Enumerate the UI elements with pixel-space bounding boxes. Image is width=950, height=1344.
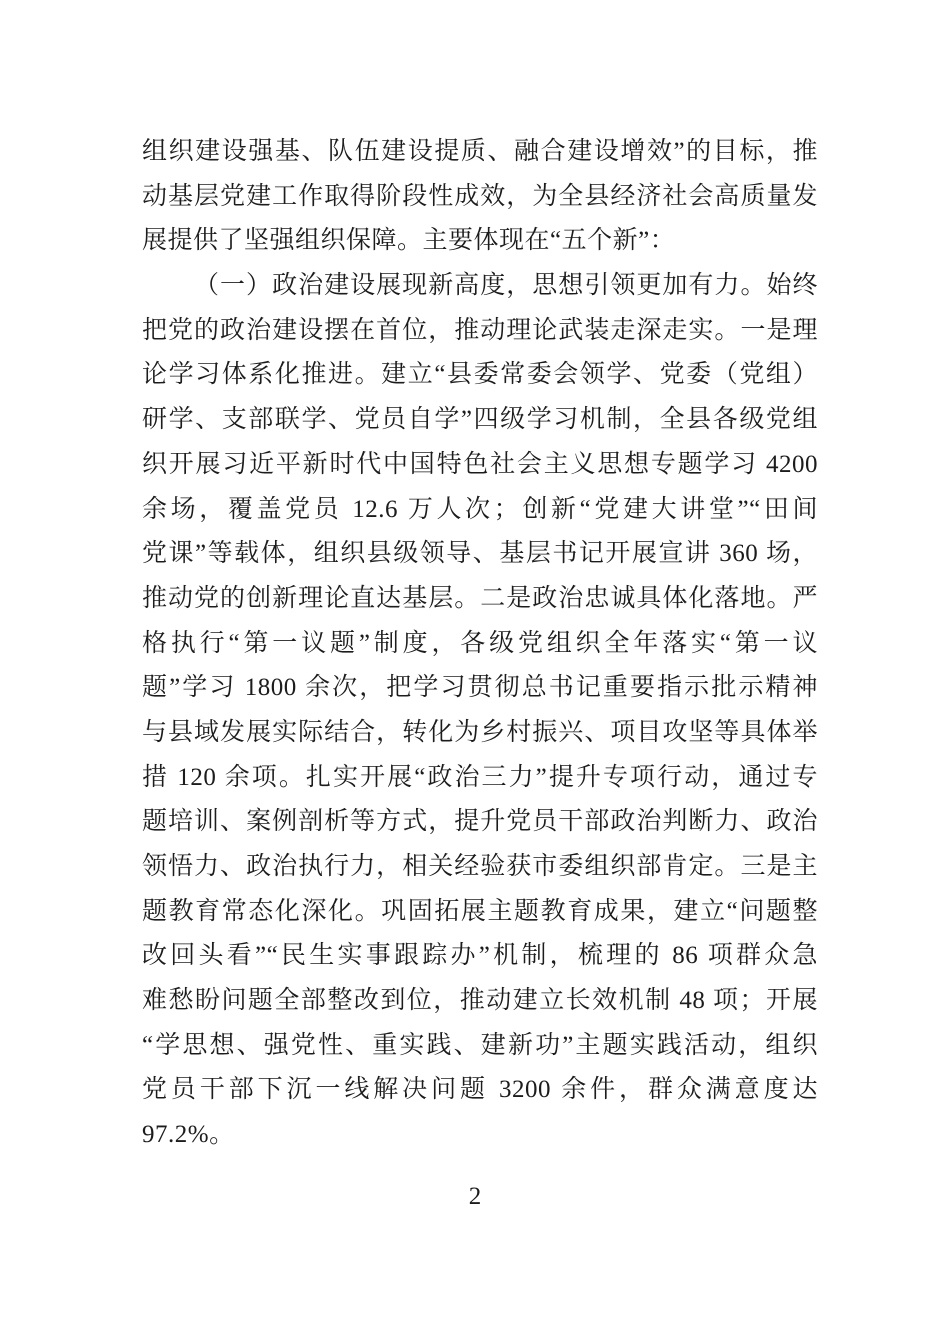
text-line: 研学、支部联学、党员自学”四级学习机制，全县各级党组 bbox=[142, 406, 818, 434]
text-line: （一）政治建设展现新高度，思想引领更加有力。始终 bbox=[194, 272, 818, 300]
text-line: 展提供了坚强组织保障。主要体现在“五个新”： bbox=[142, 227, 676, 255]
text-line: 推动党的创新理论直达基层。二是政治忠诚具体化落地。严 bbox=[142, 584, 818, 612]
text-line: 题培训、案例剖析等方式，提升党员干部政治判断力、政治 bbox=[142, 808, 818, 836]
text-line: 动基层党建工作取得阶段性成效，为全县经济社会高质量发 bbox=[142, 182, 818, 210]
text-line: 组织建设强基、队伍建设提质、融合建设增效”的目标，推 bbox=[142, 138, 818, 165]
page-number: 2 bbox=[468, 1183, 482, 1210]
text-line: 领悟力、政治执行力，相关经验获市委组织部肯定。三是主 bbox=[142, 853, 818, 880]
text-line: 97.2%。 bbox=[142, 1121, 235, 1149]
text-line: 织开展习近平新时代中国特色社会主义思想专题学习 4200 bbox=[142, 450, 818, 478]
text-line: “学思想、强党性、重实践、建新功”主题实践活动，组织 bbox=[142, 1031, 818, 1059]
text-line: 党课”等载体，组织县级领导、基层书记开展宣讲 360 场， bbox=[142, 540, 818, 568]
text-line: 措 120 余项。扎实开展“政治三力”提升专项行动，通过专 bbox=[142, 763, 818, 791]
text-line: 与县域发展实际结合，转化为乡村振兴、项目攻坚等具体举 bbox=[142, 718, 818, 746]
text-line: 改回头看”“民生实事跟踪办”机制，梳理的 86 项群众急 bbox=[142, 942, 818, 970]
text-line: 余场，覆盖党员 12.6 万人次；创新“党建大讲堂”“田间 bbox=[142, 495, 818, 523]
text-line: 格执行“第一议题”制度，各级党组织全年落实“第一议 bbox=[142, 629, 818, 657]
text-line: 题”学习 1800 余次，把学习贯彻总书记重要指示批示精神 bbox=[142, 674, 818, 702]
text-line: 党员干部下沉一线解决问题 3200 余件，群众满意度达 bbox=[142, 1076, 818, 1104]
text-line: 难愁盼问题全部整改到位，推动建立长效机制 48 项；开展 bbox=[142, 987, 818, 1015]
document-body bbox=[142, 130, 818, 1158]
text-line: 把党的政治建设摆在首位，推动理论武装走深走实。一是理 bbox=[142, 316, 818, 344]
text-line: 论学习体系化推进。建立“县委常委会领学、党委（党组） bbox=[142, 361, 818, 389]
text-line: 题教育常态化深化。巩固拓展主题教育成果，建立“问题整 bbox=[142, 897, 818, 925]
